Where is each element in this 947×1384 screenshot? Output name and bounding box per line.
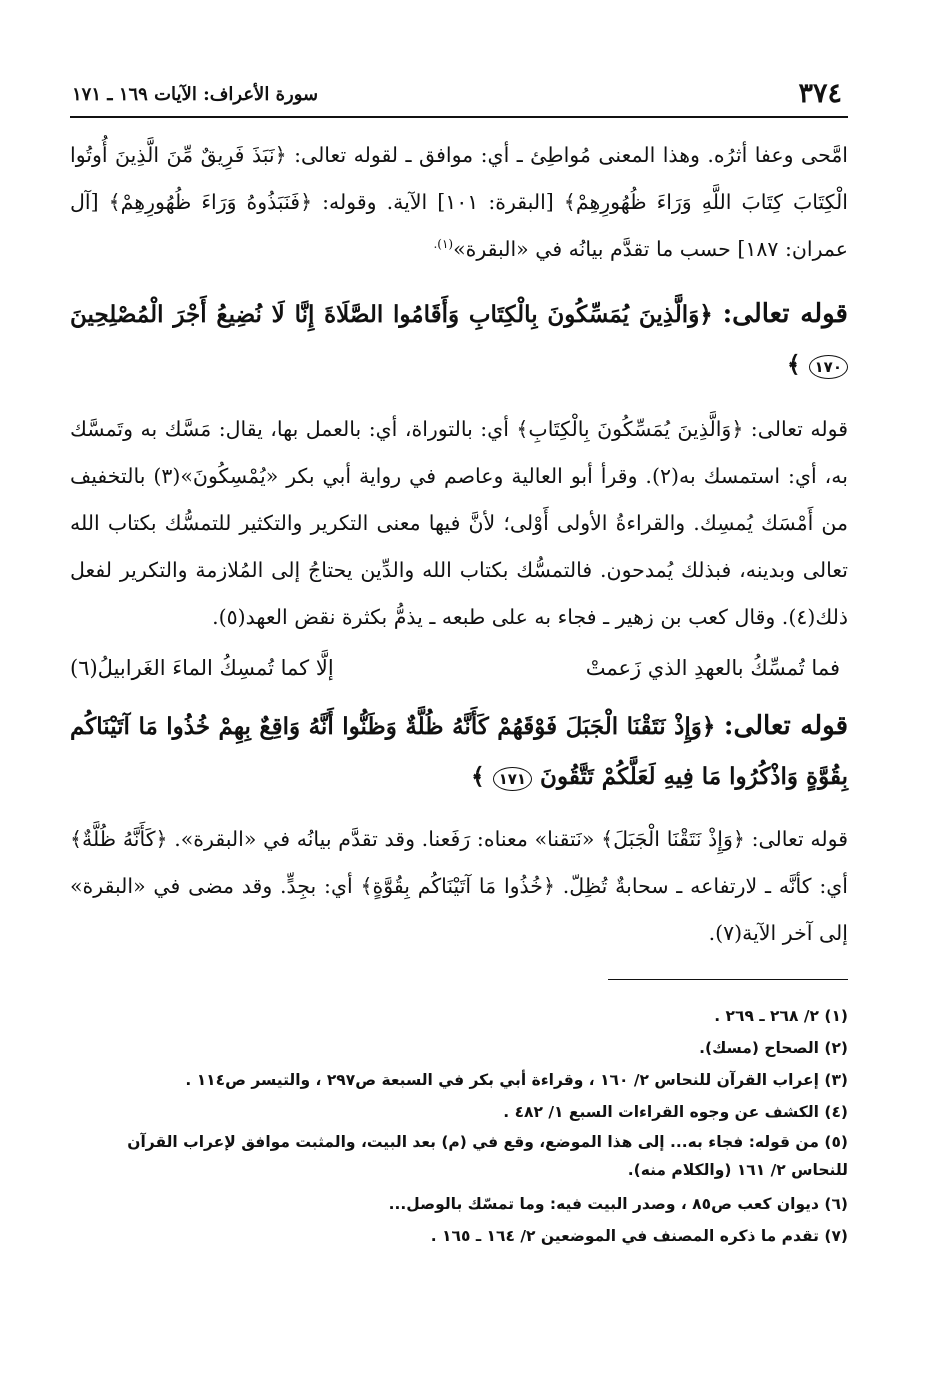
footnote-7: (٧) تقدم ما ذكره المصنف في الموضعين ٢/ ١٦٤ ـ ١٦٥ .	[430, 1227, 848, 1245]
verse-number-badge: ١٧١	[493, 767, 532, 791]
running-title: سورة الأعراف: الآيات ١٦٩ ـ ١٧١	[72, 84, 319, 105]
footnote-6: (٦) ديوان كعب ص٨٥ ، وصدر البيت فيه: وما تمسّك بالوصل...	[388, 1195, 848, 1213]
heading-verse-text: ﴿وَإِذْ نَتَقْنَا الْجَبَلَ فَوْقَهُمْ كَأَنَّهُ ظُلَّةٌ وَظَنُّوا أَنَّهُ وَاقِعٌ بِهِمْ خُذُوا مَا آتَيْنَاكُم بِقُوَّةٍ وَاذْكُرُوا مَا فِيهِ لَعَلَّكُمْ تَتَّقُونَ	[70, 713, 848, 790]
heading-prefix: قوله تعالى:	[723, 711, 849, 741]
poetry-verse	[70, 645, 848, 691]
paragraph-3: قوله تعالى: ﴿وَإِذْ نَتَقْنَا الْجَبَلَ﴾ «نَتقنا» معناه: رَفَعنا. وقد تقدَّم بيانُه في «البقرة». ﴿كَأَنَّهُ ظُلَّةٌ﴾ أي: كأنَّه ـ لارتفاعه ـ سحابةٌ تُظِلّ. ﴿خُذُوا مَا آتَيْنَاكُم بِقُوَّةٍ﴾ أي: بجِدٍّ. وقد مضى في «البقرة» إلى آخر الآية(٧).	[70, 827, 848, 945]
poetry-second-hemistich: إلَّا كما تُمسِكُ الماءَ الغَرابيلُ(٦)	[70, 656, 334, 680]
footnote-divider	[608, 979, 848, 980]
footnote-1: (١) ٢/ ٢٦٨ ـ ٢٦٩ .	[714, 1007, 848, 1025]
footnote-ref-1: (١).	[433, 237, 454, 252]
paragraph-1-text: امَّحى وعفا أثرُه. وهذا المعنى مُواطِئ ـ أي: موافق ـ لقوله تعالى: ﴿نَبَذَ فَرِيقٌ مِّنَ الَّذِينَ أُوتُوا الْكِتَابَ كِتَابَ اللَّهِ وَرَاءَ ظُهُورِهِمْ﴾ [البقرة: ١٠١] الآية. وقوله: ﴿فَنَبَذُوهُ وَرَاءَ ظُهُورِهِمْ﴾ [آل عمران: ١٨٧] حسب ما تقدَّم بيانُه في «البقرة»	[70, 143, 848, 261]
heading-verse-text: ﴿وَالَّذِينَ يُمَسِّكُونَ بِالْكِتَابِ وَأَقَامُوا الصَّلَاةَ إِنَّا لَا نُضِيعُ أَجْرَ الْمُصْلِحِينَ	[70, 301, 713, 328]
footnote-3: (٣) إعراب القرآن للنحاس ٢/ ١٦٠ ، وقراءة أبي بكر في السبعة ص٢٩٧ ، والتيسر ص١١٤ .	[185, 1071, 848, 1089]
verse-number-badge: ١٧٠	[809, 355, 848, 379]
footnotes	[70, 1000, 848, 1252]
paragraph-2: قوله تعالى: ﴿وَالَّذِينَ يُمَسِّكُونَ بِالْكِتَابِ﴾ أي: بالتوراة، أي: بالعمل بها، يقال: مَسَّك به وتَمسَّك به، أي: استمسك به(٢). وقرأ أبو العالية وعاصم في رواية أبي بكر «يُمْسِكُونَ»(٣) بالتخفيف من أَمْسَك يُمسِك. والقراءةُ الأولى أَوْلى؛ لأنَّ فيها معنى التكرير والتكثير للتمسُّك بكتاب الله تعالى وبدينه، فبذلك يُمدحون. فالتمسُّك بكتاب الله والدِّين يحتاجُ إلى المُلازمة والتكرير لفعل ذلك(٤). وقال كعب بن زهير ـ فجاء به على طبعه ـ يذمُّ بكثرة نقض العهد(٥).	[70, 417, 848, 629]
footnote-2: (٢) الصحاح (مسك).	[699, 1039, 848, 1057]
footnote-4: (٤) الكشف عن وجوه القراءات السبع ١/ ٤٨٢ .	[503, 1103, 848, 1121]
verse-heading-170	[70, 289, 848, 390]
heading-verse-close: ﴾	[787, 351, 801, 378]
verse-heading-171	[70, 701, 848, 802]
poetry-first-hemistich: فما تُمسِّكُ بالعهدِ الذي زَعمتْ	[585, 656, 840, 680]
page-header	[70, 70, 848, 118]
footnote-5: (٥) من قوله: فجاء به... إلى هذا الموضع، وقع في (م) بعد البيت، والمثبت موافق لإعراب القرآن للنحاس ٢/ ١٦١ (والكلام منه).	[127, 1133, 848, 1179]
book-page	[70, 70, 848, 1252]
heading-verse-close: ﴾	[471, 763, 485, 790]
main-text	[70, 132, 848, 957]
page-number: ٣٧٤	[798, 78, 842, 109]
paragraph-1	[70, 132, 848, 273]
heading-prefix: قوله تعالى:	[722, 299, 848, 329]
